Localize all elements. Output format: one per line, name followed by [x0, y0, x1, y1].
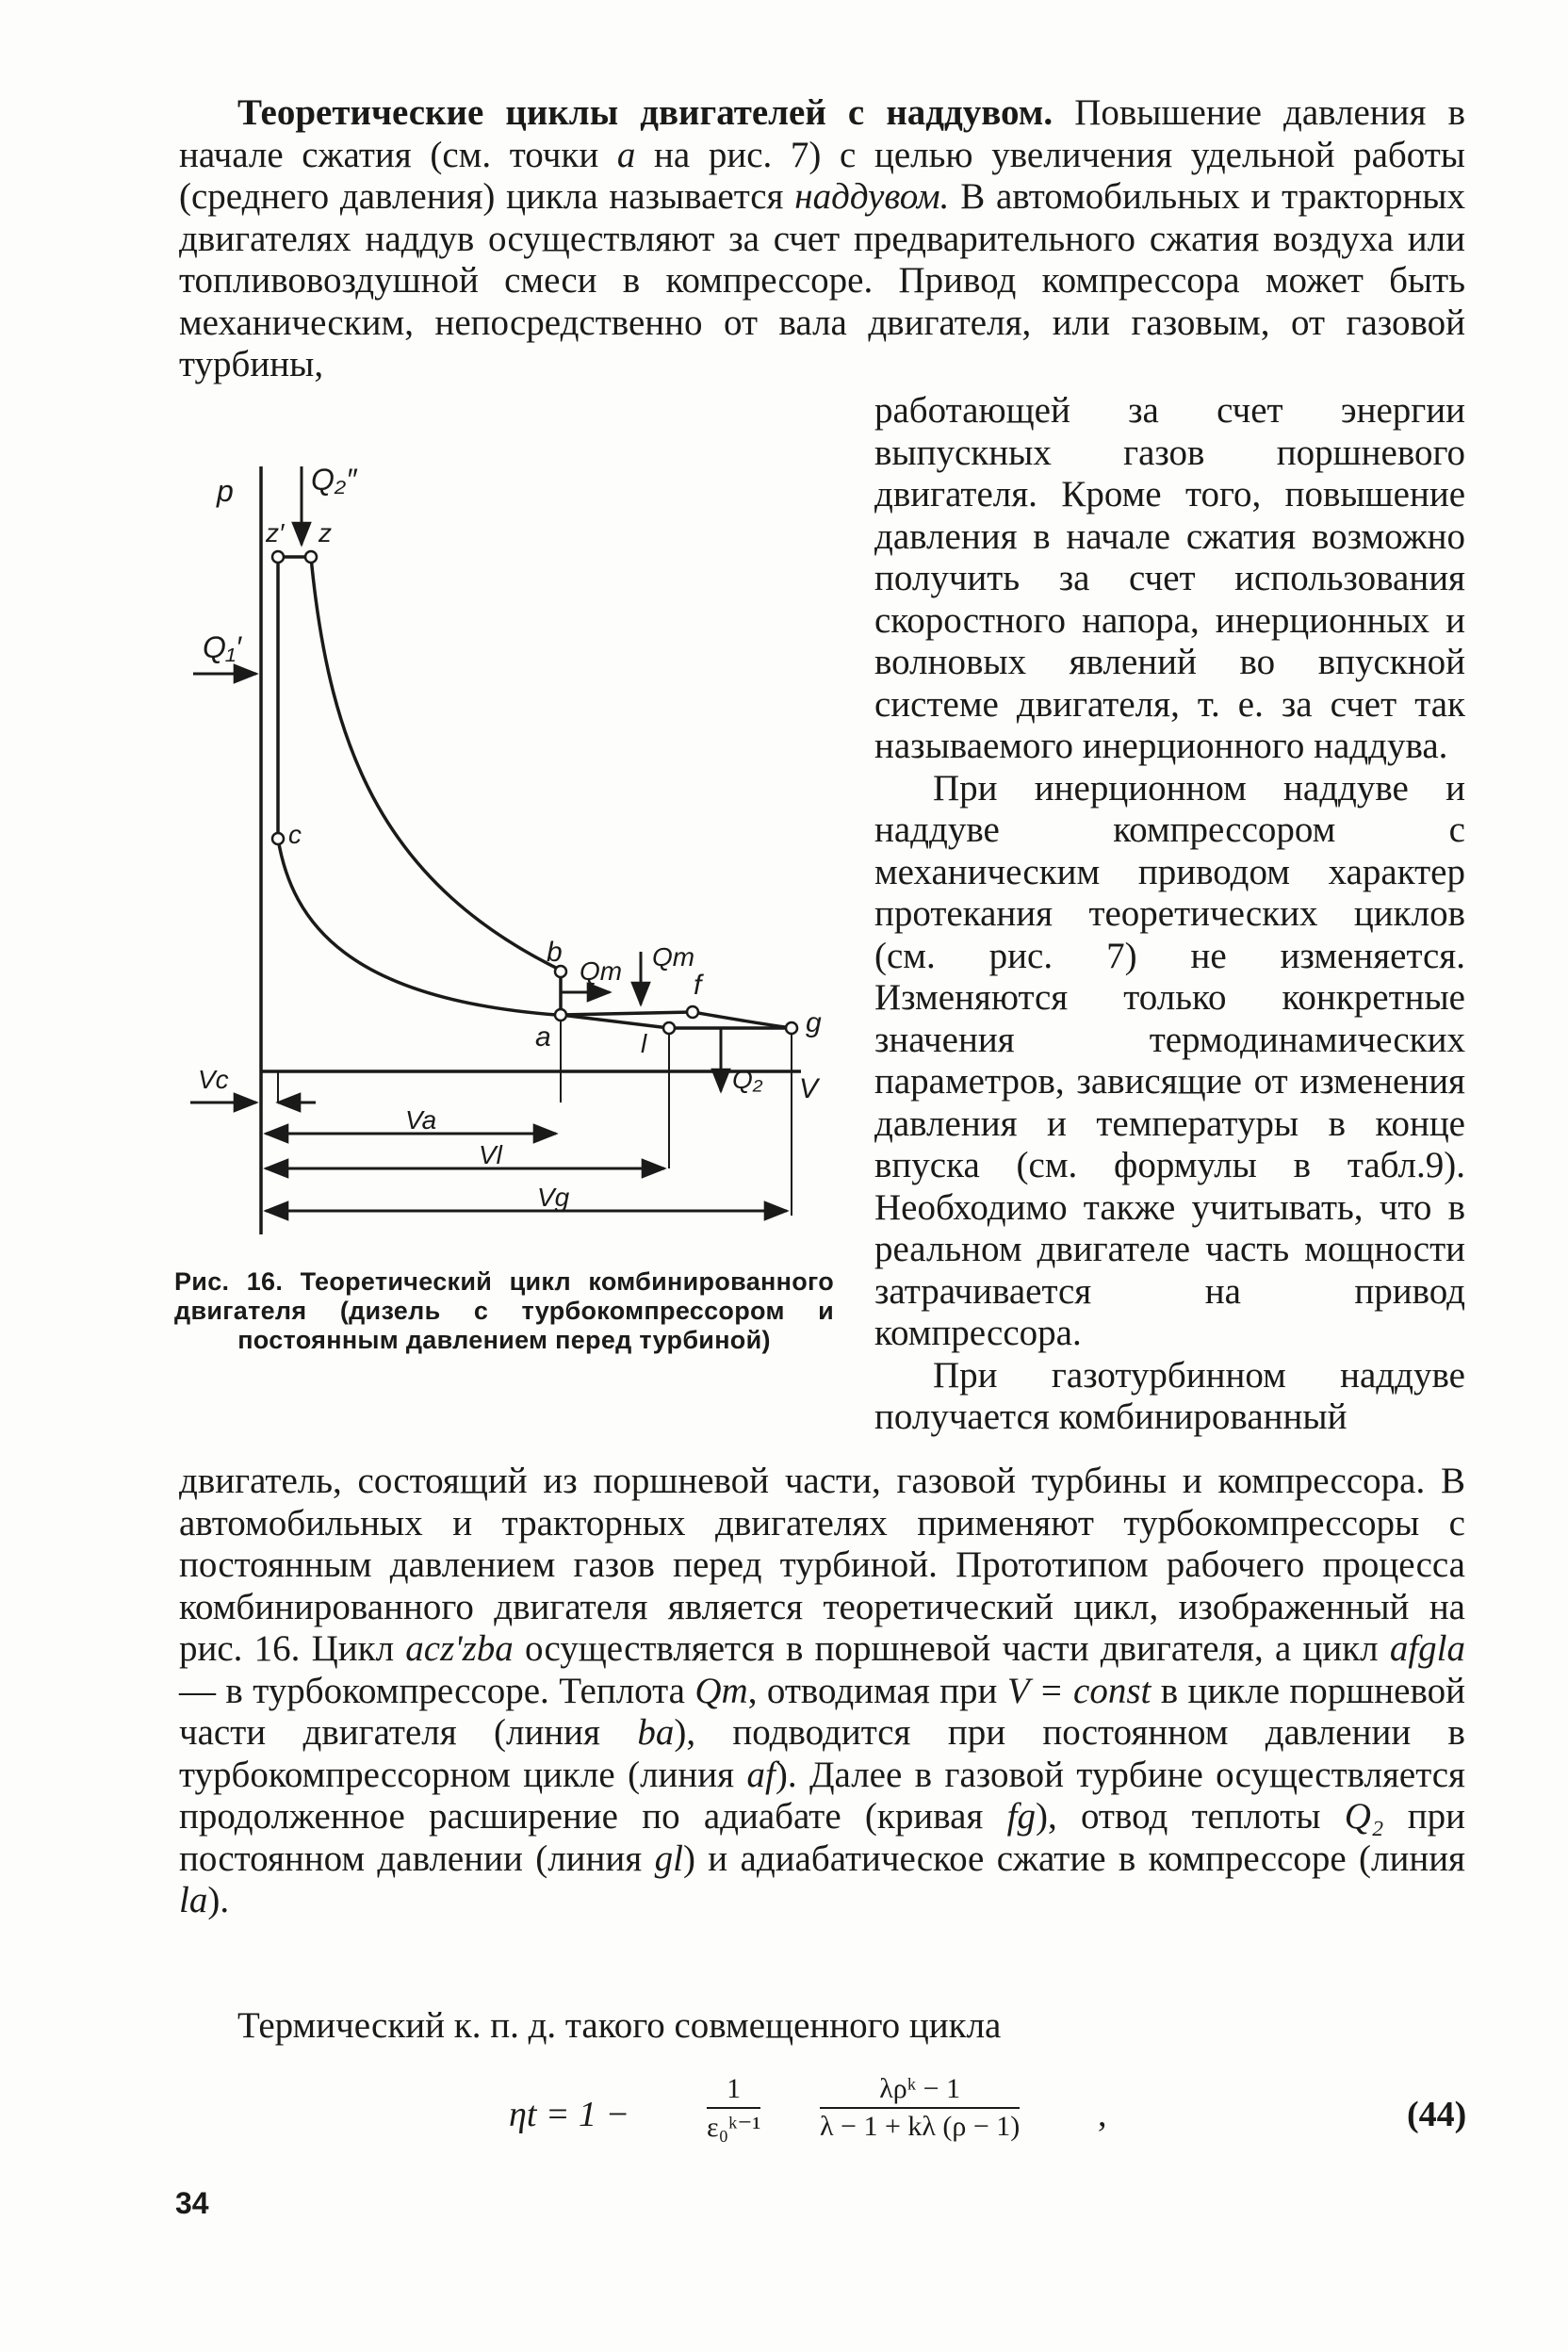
point-a	[555, 1009, 566, 1021]
fraction-2	[820, 2073, 1020, 2143]
intro-paragraph: Теоретические циклы двигателей с наддувом. Повышение давления в начале сжатия (см. точки a на рис. 7) с целью увеличения удельной работы (среднего давления) цикла называется наддувом. В автомобильных и тракторных двигателях наддув осуществляют за счет предварительного сжатия воздуха или топливовоздушной смеси в компрессоре. Привод компрессора может быть механическим, непосредственно от вала двигателя, или газовым, от газовой турбины,	[179, 92, 1466, 384]
equation-number: (44)	[1407, 2095, 1467, 2134]
efficiency-formula	[509, 2073, 1168, 2158]
bottom-paragraph: двигатель, состоящий из поршневой части, газовой турбины и компрессора. В автомобильных и тракторных двигателях применяют турбокомпрессоры с постоянным давлением газов перед турбиной. Прототипом рабочего процесса комбинированного двигателя является теоретический цикл, изображенный на рис. 16. Цикл acz'zba осуществляется в поршневой части двигателя, а цикл afgla — в турбокомпрессоре. Теплота Qт, отводимая при V = const в цикле поршневой части двигателя (линия ba), подводится при постоянном давлении в турбокомпрессорном цикле (линия af). Далее в газовой турбине осуществляется продолженное расширение по адиабате (кривая fg), отвод теплоты Q₂ при постоянном давлении (линия gl) и адиабатическое сжатие в компрессоре (линия la).	[179, 1461, 1466, 1920]
label-z: z	[318, 518, 332, 547]
curve-fg	[693, 1012, 792, 1028]
label-vc: Vc	[198, 1065, 229, 1094]
label-q2-double: Q₂″	[311, 463, 357, 497]
label-p-axis: p	[217, 474, 234, 508]
section-heading: Теоретические циклы двигателей с наддувом.	[237, 92, 1054, 133]
line-la	[561, 1015, 669, 1028]
point-g	[786, 1022, 797, 1034]
compression-curve	[278, 839, 556, 1015]
point-l	[663, 1022, 675, 1034]
label-q1-prime: Q₁′	[203, 630, 241, 664]
right-column-text	[874, 390, 1465, 1439]
label-va: Va	[405, 1105, 437, 1135]
right-column-para-3-start: При газотурбинном наддуве получается комбинированный	[874, 1354, 1465, 1437]
label-q2: Q₂	[732, 1065, 763, 1094]
label-vl: Vl	[479, 1140, 502, 1169]
label-f: f	[694, 970, 702, 1001]
point-f	[687, 1006, 698, 1018]
formula-lhs: ηt = 1 −	[509, 2095, 630, 2134]
figure-caption: Рис. 16. Теоретический цикл комбинированного двигателя (дизель с турбокомпрессором и постоянным давлением перед турбиной)	[174, 1267, 834, 1354]
point-z	[305, 551, 317, 563]
page-number: 34	[175, 2186, 209, 2220]
label-z-prime: z′	[266, 518, 285, 547]
fraction-1-num: 1	[707, 2073, 760, 2109]
pv-diagram	[151, 443, 848, 1263]
formula-tail: ,	[1098, 2095, 1107, 2134]
right-column-para-2: При инерционном наддуве и наддуве компрессором с механическим приводом характер протекания теоретических циклов (см. рис. 7) не изменяется. Изменяются только конкретные значения термодинамических параметров, зависящие от изменения давления и температуры в конце впуска (см. формулы в табл.9). Необходимо также учитывать, что в реальном двигателе часть мощности затрачивается на привод компрессора.	[874, 767, 1465, 1353]
label-b: b	[547, 937, 563, 968]
point-c	[272, 833, 284, 844]
efficiency-intro: Термический к. п. д. такого совмещенного цикла	[237, 2005, 1002, 2046]
label-v-axis: V	[799, 1073, 819, 1104]
right-column-para-1: работающей за счет энергии выпускных газов поршневого двигателя. Кроме того, повышение давления в начале сжатия возможно получить за счет использования скоростного напора, инерционных и волновых явлений во впускной системе двигателя, т. е. за счет так называемого инерционного наддува.	[874, 390, 1465, 766]
fraction-1	[707, 2073, 760, 2144]
point-z-prime	[272, 551, 284, 563]
label-qt-vertical: Qт	[652, 942, 695, 972]
label-c: c	[288, 820, 302, 849]
expansion-curve	[311, 557, 564, 972]
label-vg: Vg	[537, 1183, 570, 1212]
line-af	[561, 1012, 693, 1015]
label-qt-horizontal: Qт	[580, 956, 623, 986]
fraction-1-den: ε₀ᵏ⁻¹	[707, 2112, 761, 2143]
label-g: g	[806, 1007, 822, 1038]
label-l: l	[641, 1029, 647, 1058]
fraction-2-num: λρᵏ − 1	[820, 2073, 1020, 2109]
label-a: a	[535, 1021, 551, 1053]
fraction-2-den: λ − 1 + kλ (ρ − 1)	[820, 2111, 1021, 2142]
term-supercharging: наддувом.	[794, 176, 950, 217]
